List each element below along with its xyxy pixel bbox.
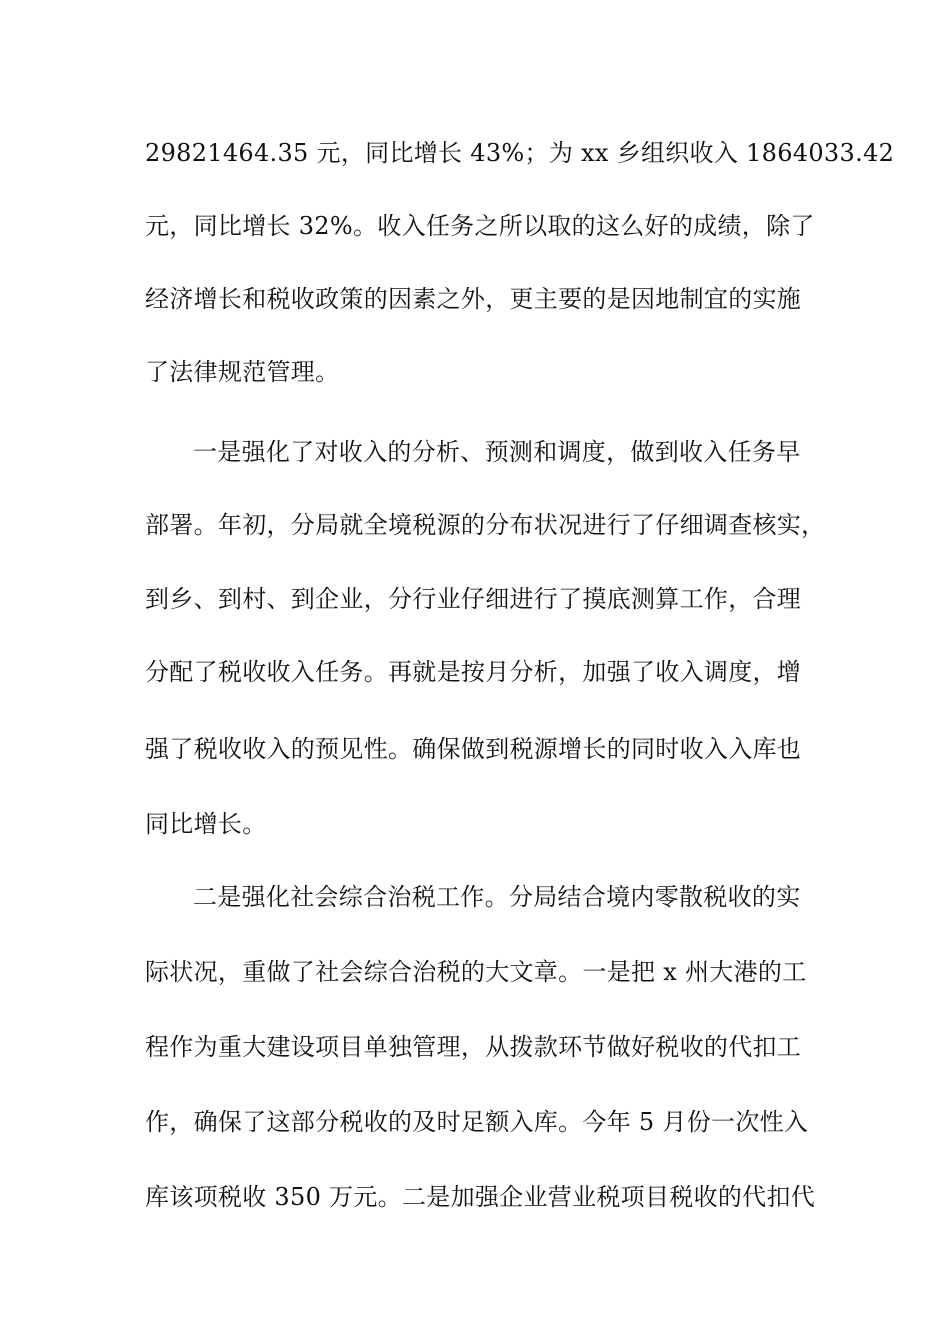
text-line: 经济增长和税收政策的因素之外，更主要的是因地制宜的实施 [145, 285, 802, 313]
text-line: 了法律规范管理。 [145, 358, 340, 386]
text-line: 部署。年初，分局就全境税源的分布状况进行了仔细调查核实， [145, 511, 826, 539]
text-line: 库该项税收 350 万元。二是加强企业营业税项目税收的代扣代 [145, 1183, 816, 1211]
text-line: 元，同比增长 32%。收入任务之所以取的这么好的成绩，除了 [145, 212, 815, 240]
text-line: 同比增长。 [145, 810, 267, 838]
text-line: 分配了税收收入任务。再就是按月分析，加强了收入调度，增 [145, 658, 802, 686]
text-line: 二是强化社会综合治税工作。分局结合境内零散税收的实 [193, 883, 801, 911]
text-line: 一是强化了对收入的分析、预测和调度，做到收入任务早 [193, 438, 801, 466]
text-line: 强了税收收入的预见性。确保做到税源增长的同时收入入库也 [145, 735, 802, 763]
text-line: 际状况，重做了社会综合治税的大文章。一是把 x 州大港的工 [145, 958, 807, 986]
text-line: 29821464.35 元，同比增长 43%；为 xx 乡组织收入 1864033.42 [145, 139, 895, 167]
text-line: 到乡、到村、到企业，分行业仔细进行了摸底测算工作，合理 [145, 585, 802, 613]
text-line: 程作为重大建设项目单独管理，从拨款环节做好税收的代扣工 [145, 1033, 802, 1061]
text-line: 作，确保了这部分税收的及时足额入库。今年 5 月份一次性入 [145, 1108, 809, 1136]
